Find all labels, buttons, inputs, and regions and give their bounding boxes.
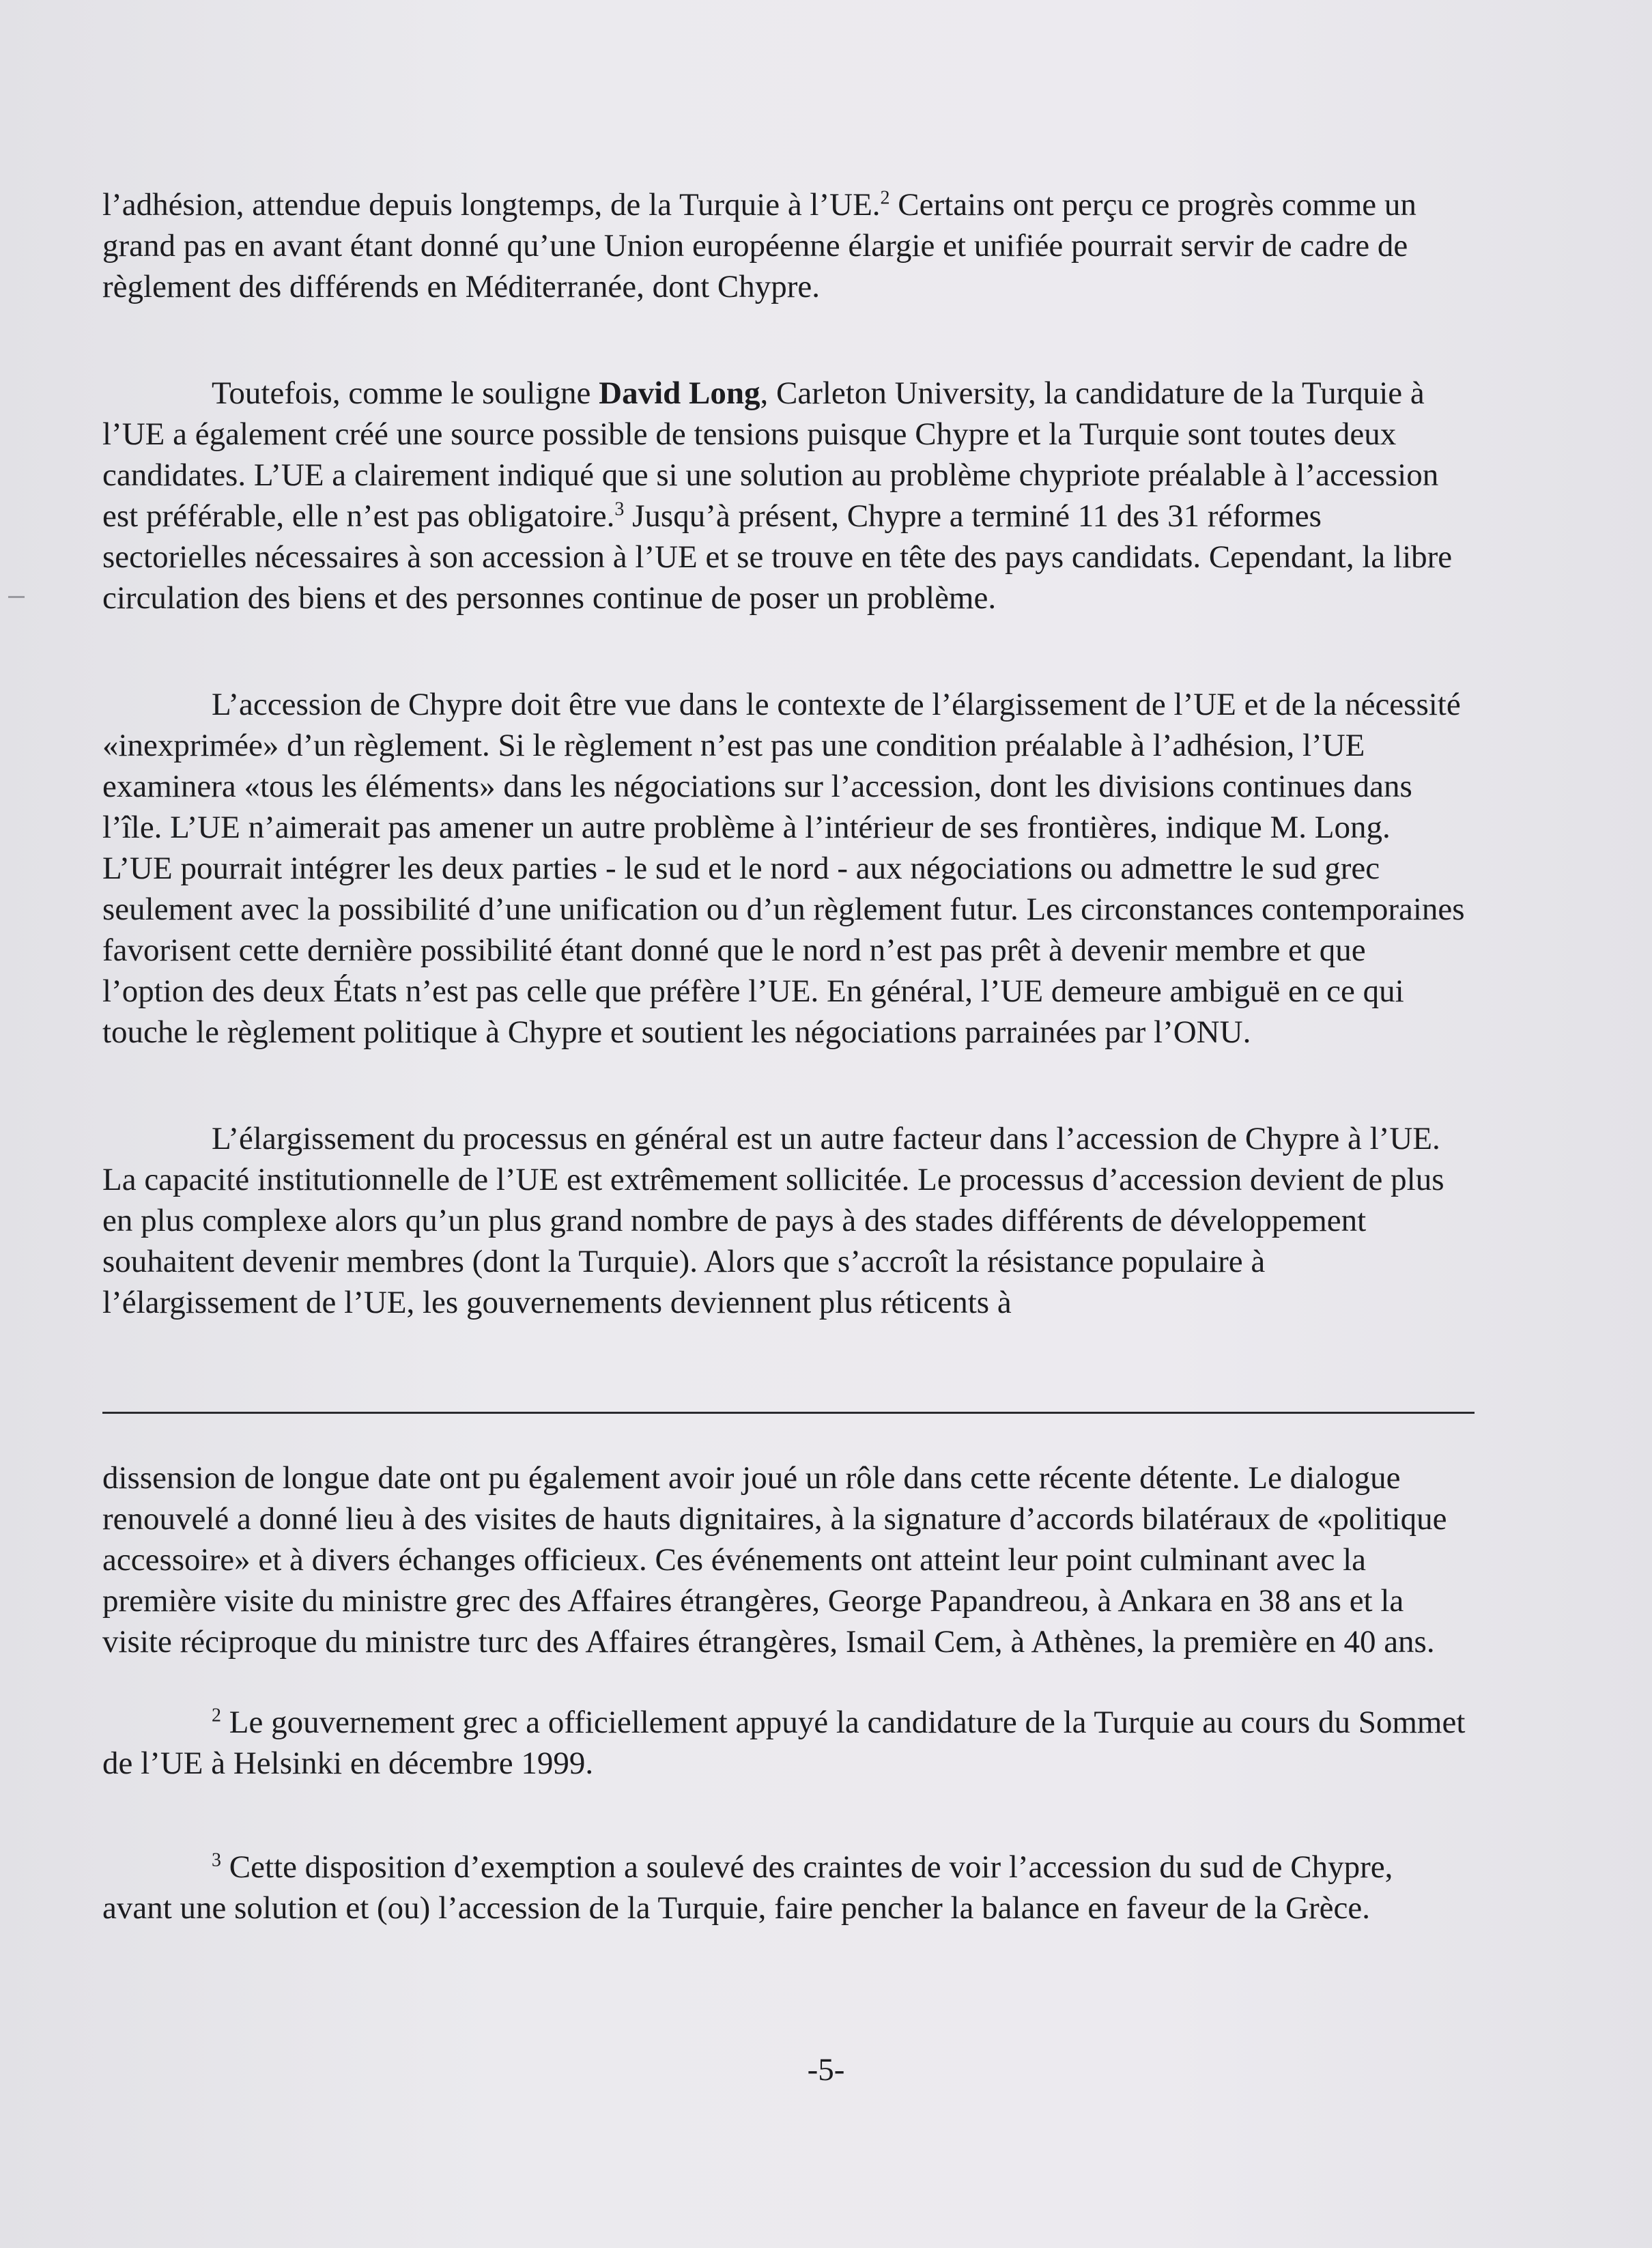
paragraph-4: L’élargissement du processus en général est un autre facteur dans l’accession de Chypre à l’UE. La capacité institutionnelle de l’UE est extrêmement sollicitée. Le processus d’accession devient de plus en plus complexe alors qu’un plus grand nombre de pays à des stades différents de développement souhaitent devenir membres (dont la Turquie). Alors que s’accroît la résistance populaire à l’élargissement de l’UE, les gouvernements deviennent plus réticents à — [102, 1121, 1444, 1320]
paragraph-2 — [102, 373, 1468, 618]
footnote-3 — [102, 1847, 1468, 1929]
main-text — [102, 184, 1468, 1323]
continuation-paragraph: dissension de longue date ont pu également avoir joué un rôle dans cette récente détente. Le dialogue renouvelé a donné lieu à des visites de hauts dignitaires, à la signature d’accords bilatéraux de «politique accessoire» et à divers échanges officieux. Ces événements ont atteint leur point culminant avec la première visite du ministre grec des Affaires étrangères, George Papandreou, à Ankara en 38 ans et la visite réciproque du ministre turc des Affaires étrangères, Ismail Cem, à Athènes, la première en 40 ans. — [102, 1460, 1447, 1660]
footnote-2-text: Le gouvernement grec a officiellement appuyé la candidature de la Turquie au cours du Sommet de l’UE à Helsinki en décembre 1999. — [102, 1705, 1466, 1781]
footnote-area — [102, 1457, 1468, 1929]
paragraph-1 — [102, 184, 1468, 307]
paragraph-3: L’accession de Chypre doit être vue dans le contexte de l’élargissement de l’UE et de la nécessité «inexprimée» d’un règlement. Si le règlement n’est pas une condition préalable à l’adhésion, l’UE examinera «tous les éléments» dans les négociations sur l’accession, dont les divisions continues dans l’île. L’UE n’aimerait pas amener un autre problème à l’intérieur de ses frontières, indique M. Long. L’UE pourrait intégrer les deux parties - le sud et le nord - aux négociations ou admettre le sud grec seulement avec la possibilité d’une unification ou d’un règlement futur. Les circonstances contemporaines favorisent cette dernière possibilité étant donné que le nord n’est pas prêt à devenir membre et que l’option des deux États n’est pas celle que préfère l’UE. En général, l’UE demeure ambiguë en ce qui touche le règlement politique à Chypre et soutient les négociations parrainées par l’ONU. — [102, 687, 1465, 1050]
footnote-2 — [102, 1702, 1468, 1784]
footnote-ref-2[interactable]: 2 — [880, 187, 890, 209]
page-number: -5- — [807, 2052, 845, 2088]
paragraph-1-text-a: l’adhésion, attendue depuis longtemps, de la Turquie à l’UE. — [102, 187, 881, 223]
footnote-ref-3[interactable]: 3 — [614, 498, 625, 520]
footnote-divider — [102, 1412, 1475, 1414]
footnote-3-number: 3 — [212, 1849, 221, 1871]
footnote-3-text: Cette disposition d’exemption a soulevé des craintes de voir l’accession du sud de Chypre, avant une solution et (ou) l’accession de la Turquie, faire pencher la balance en faveur de la Grèce. — [102, 1849, 1393, 1926]
paragraph-2-text-b: , Carleton University, la candidature de la Turquie à l’UE a également créé une source possible de tensions puisque Chypre et la Turquie sont toutes deux candidates. L’UE a clairement indiqué que si une solution au problème chypriote préalable à l’accession est préférable, elle n’est pas obligatoire. — [102, 375, 1439, 534]
paragraph-1-text-b: Certains ont perçu ce progrès comme un grand pas en avant étant donné qu’une Union européenne élargie et unifiée pourrait servir de cadre de règlement des différends en Méditerranée, dont Chypre. — [102, 187, 1416, 304]
paragraph-2-text-c: Jusqu’à présent, Chypre a terminé 11 des 31 réformes sectorielles nécessaires à son accession à l’UE et se trouve en tête des pays candidats. Cependant, la libre circulation des biens et des personnes continue de poser un problème. — [102, 498, 1453, 616]
margin-mark — [8, 596, 25, 598]
paragraph-2-text-a: Toutefois, comme le souligne — [212, 375, 599, 411]
footnote-2-number: 2 — [212, 1705, 221, 1726]
person-name-bold: David Long — [599, 375, 760, 411]
